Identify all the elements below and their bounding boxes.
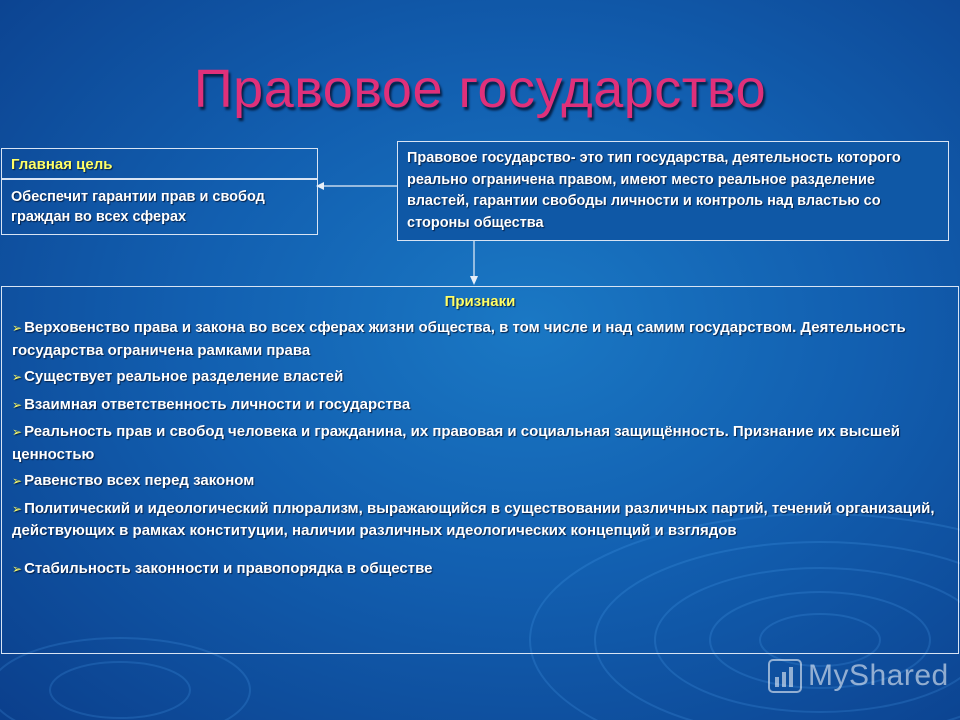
goal-text: Обеспечит гарантии прав и свобод граждан во всех сферах xyxy=(1,179,318,235)
definition-term: Правовое государство- xyxy=(407,150,576,166)
bullet-arrow-icon: ➢ xyxy=(12,474,23,488)
list-item: ➢ Равенство всех перед законом xyxy=(12,472,255,489)
signs-box xyxy=(1,286,959,654)
watermark xyxy=(768,656,949,696)
bullet-arrow-icon: ➢ xyxy=(12,561,23,576)
bullet-arrow-icon: ➢ xyxy=(12,397,23,412)
bullet-arrow-icon: ➢ xyxy=(12,370,23,384)
list-item: ➢ Стабильность законности и правопорядка в обществе xyxy=(12,559,433,577)
page-title: Правовое государство xyxy=(193,59,767,119)
goal-heading: Главная цель xyxy=(1,148,318,179)
signs-list xyxy=(2,317,958,580)
myshared-logo-icon xyxy=(768,659,802,693)
bullet-arrow-icon: ➢ xyxy=(12,321,23,335)
bullet-arrow-icon: ➢ xyxy=(12,425,23,439)
signs-heading: Признаки xyxy=(444,293,516,310)
list-item: ➢ Верховенство права и закона во всех сферах жизни общества, в том числе и над самим государством. Деятельность государства ограничена рамками права xyxy=(12,319,906,359)
definition-box xyxy=(397,141,949,241)
bullet-arrow-icon: ➢ xyxy=(12,501,23,516)
arrow-down-icon xyxy=(470,276,478,285)
list-item: ➢ Взаимная ответственность личности и государства xyxy=(12,395,411,413)
watermark-label: MyShared xyxy=(808,659,949,692)
definition-text: это тип государства, деятельность которого реально ограничена правом, имеют место реальное разделение властей, гарантии свободы личности и контроль над властью со стороны общества xyxy=(407,150,901,231)
list-item: ➢ Политический и идеологический плюрализм, выражающийся в существовании различных партий, течений организаций, действующих в рамках конституции, наличии различных идеологических концепций и взглядов xyxy=(12,499,935,539)
list-item: ➢ Реальность прав и свобод человека и гражданина, их правовая и социальная защищённость. Признание их высшей ценностью xyxy=(12,423,900,463)
list-item: ➢ Существует реальное разделение властей xyxy=(12,368,344,385)
